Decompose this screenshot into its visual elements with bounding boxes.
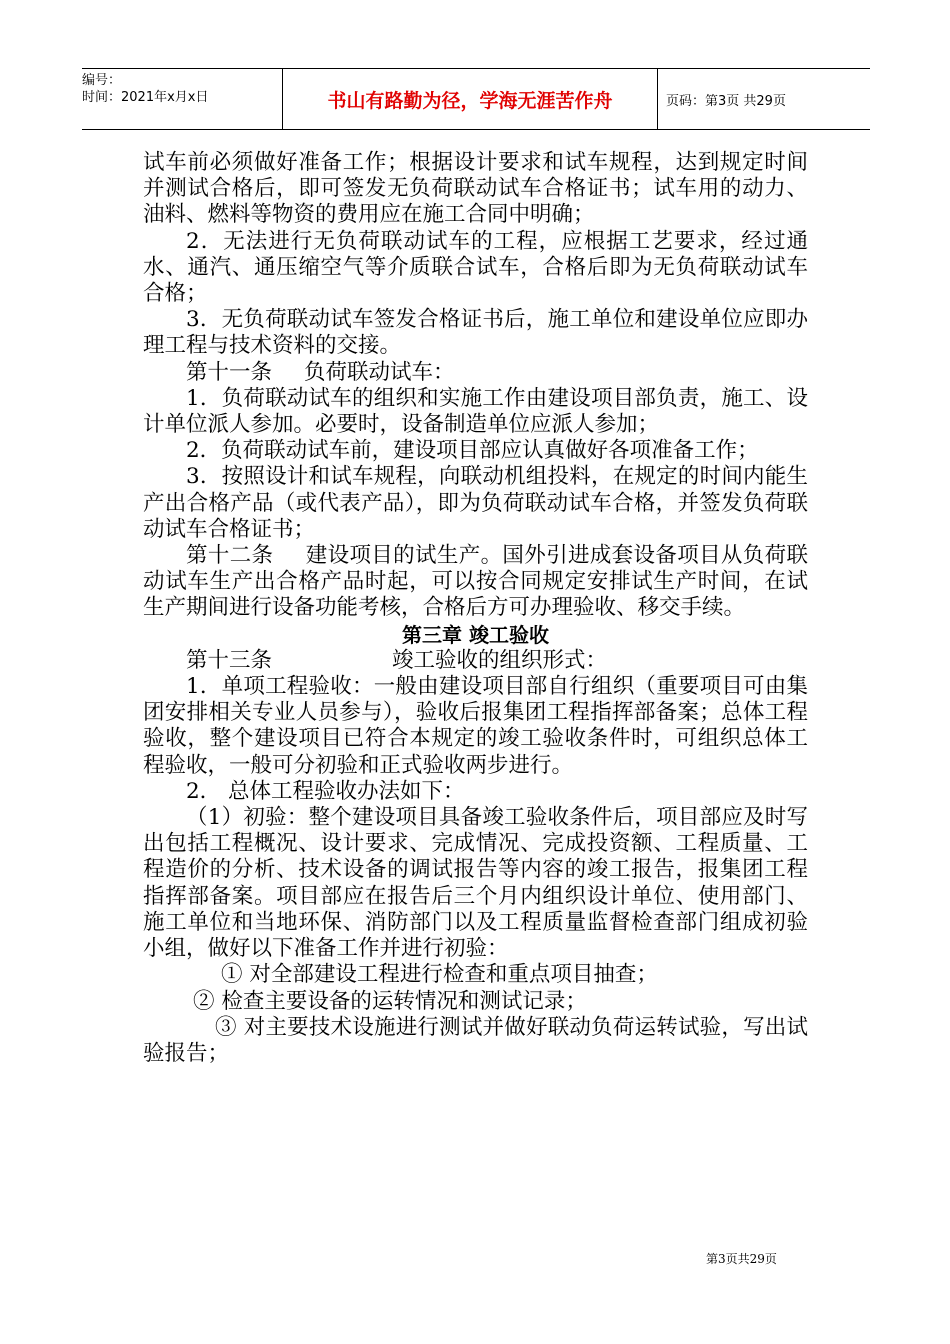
header-page-number: 页码：第3页 共29页 xyxy=(666,93,786,109)
list-item: ① 对全部建设工程进行检查和重点项目抽查； xyxy=(221,962,658,988)
paragraph: 2．无法进行无负荷联动试车的工程，应根据工艺要求，经过通水、通汽、通压缩空气等介质联合试车，合格后即为无负荷联动试车合格； xyxy=(143,228,808,307)
list-item: ③ 对主要技术设施进行测试并做好联动负荷运转试验，写出试验报告； xyxy=(143,1014,808,1066)
header-meta xyxy=(82,69,282,129)
paragraph: 1．单项工程验收：一般由建设项目部自行组织（重要项目可由集团安排相关专业人员参与），验收后报集团工程指挥部备案；总体工程验收，整个建设项目已符合本规定的竣工验收条件时，可组织总体工程验收，一般可分初验和正式验收两步进行。 xyxy=(143,674,808,778)
article-13-heading xyxy=(143,648,808,674)
paragraph: 2． 总体工程验收办法如下： xyxy=(186,778,465,804)
paragraph: 3．按照设计和试车规程，向联动机组投料，在规定的时间内能生产出合格产品（或代表产品），即为负荷联动试车合格，并签发负荷联动试车合格证书； xyxy=(143,464,808,542)
article-text: 建设项目的试生产。国外引进成套设备项目从负荷联动试车生产出合格产品时起，可以按合同规定安排试生产时间，在试生产期间进行设备功能考核，合格后方可办理验收、移交手续。 xyxy=(143,543,808,621)
article-title: 负荷联动试车： xyxy=(304,359,455,385)
document-time-label: 时间：2021年x月x日 xyxy=(82,90,209,105)
chapter-heading: 第三章 竣工验收 xyxy=(402,622,549,647)
paragraph: 试车前必须做好准备工作；根据设计要求和试车规程，达到规定时间并测试合格后，即可签发无负荷联动试车合格证书；试车用的动力、油料、燃料等物资的费用应在施工合同中明确； xyxy=(143,150,808,228)
page-footer: 第3页共29页 xyxy=(706,1252,777,1266)
article-title: 竣工验收的组织形式： xyxy=(392,647,608,673)
document-body xyxy=(143,150,808,1067)
document-number-label: 编号： xyxy=(82,73,122,88)
paragraph: 3．无负荷联动试车签发合格证书后，施工单位和建设单位应即办理工程与技术资料的交接。 xyxy=(143,307,808,359)
paragraph: 1．负荷联动试车的组织和实施工作由建设项目部负责，施工、设计单位派人参加。必要时，设备制造单位应派人参加； xyxy=(143,385,808,438)
paragraph: （1）初验：整个建设项目具备竣工验收条件后，项目部应及时写出包括工程概况、设计要求、完成情况、完成投资额、工程质量、工程造价的分析、技术设备的调试报告等内容的竣工报告，报集团工程指挥部备案。项目部应在报告后三个月内组织设计单位、使用部门、施工单位和当地环保、消防部门以及工程质量监督检查部门组成初验小组，做好以下准备工作并进行初验： xyxy=(143,805,808,962)
article-number: 第十二条 xyxy=(186,543,274,569)
article-number: 第十三条 xyxy=(186,647,273,673)
header-motto: 书山有路勤为径，学海无涯苦作舟 xyxy=(282,69,658,129)
paragraph: 2．负荷联动试车前，建设项目部应认真做好各项准备工作； xyxy=(186,438,759,464)
list-item: ② 检查主要设备的运转情况和测试记录； xyxy=(193,988,587,1014)
page-header xyxy=(82,68,870,130)
article-number: 第十一条 xyxy=(186,359,273,385)
article-11-heading xyxy=(143,360,808,386)
article-12 xyxy=(143,543,808,622)
